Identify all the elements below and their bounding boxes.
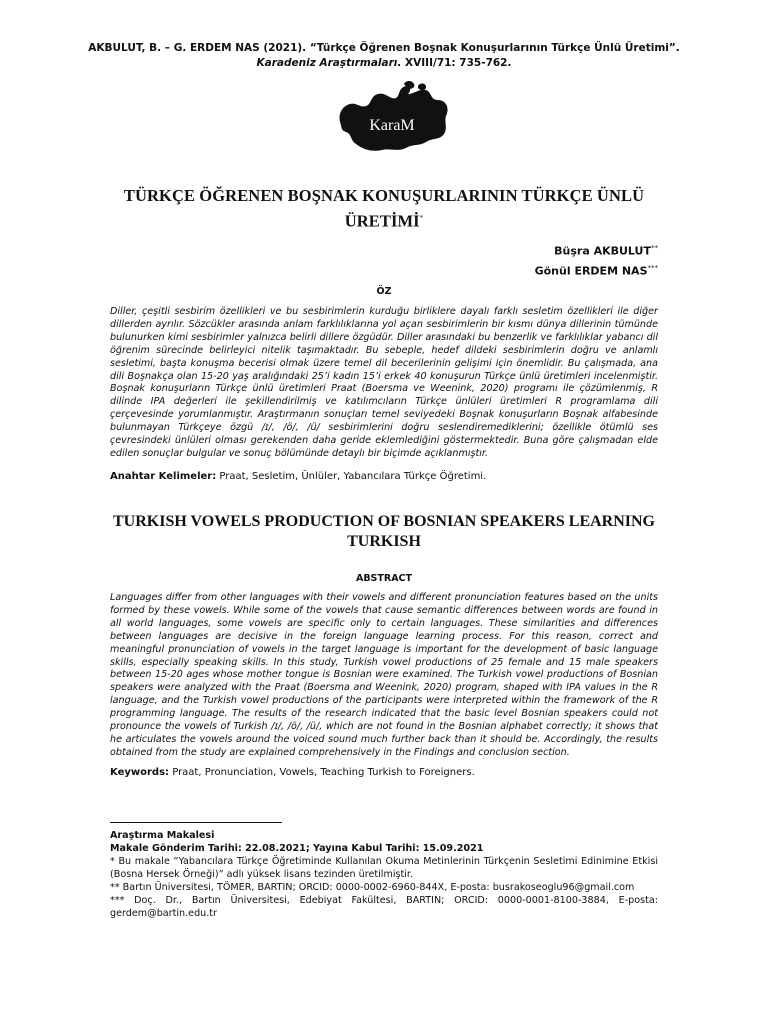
footnote-3: *** Doç. Dr., Bartın Üniversitesi, Edebiyat Fakültesi, BARTIN; ORCID: 0000-0001-8100-3884, E-posta: gerdem@bartin.edu.tr xyxy=(110,895,658,919)
author-name: Büşra AKBULUT xyxy=(554,244,651,258)
logo-text: KaraM xyxy=(369,117,415,134)
keywords-en-text: Praat, Pronunciation, Vowels, Teaching Turkish to Foreigners. xyxy=(169,767,475,778)
submission-dates: Makale Gönderim Tarihi: 22.08.2021; Yayına Kabul Tarihi: 15.09.2021 xyxy=(110,843,484,854)
author-footnote-mark: *** xyxy=(647,263,658,272)
author-name: Gönül ERDEM NAS xyxy=(534,264,648,278)
keywords-turkish xyxy=(110,470,658,484)
footnote-1: * Bu makale “Yabancılara Türkçe Öğretiminde Kullanılan Okuma Metinlerinin Türkçenin Sesletimi Edinimine Etkisi (Bosna Hersek Örneği)” adlı yüksek lisans tezinden üretilmiştir. xyxy=(110,856,658,880)
author-1 xyxy=(358,240,658,260)
keywords-english xyxy=(110,766,658,780)
karam-logo xyxy=(334,78,452,156)
article-title-english: TURKISH VOWELS PRODUCTION OF BOSNIAN SPEAKERS LEARNING TURKISH xyxy=(113,513,655,550)
author-list xyxy=(358,240,658,279)
keywords-tr-text: Praat, Sesletim, Ünlüler, Yabancılara Türkçe Öğretimi. xyxy=(216,471,487,482)
article-title-turkish xyxy=(110,184,658,233)
author-footnote-mark: ** xyxy=(651,244,658,252)
black-sea-map-logo-icon xyxy=(334,78,452,156)
keywords-en-label: Keywords: xyxy=(110,767,170,778)
journal-name: Karadeniz Araştırmaları. xyxy=(256,57,402,69)
title-tr-text: TÜRKÇE ÖĞRENEN BOŞNAK KONUŞURLARININ TÜRKÇE ÜNLÜ ÜRETİMİ xyxy=(123,186,645,231)
journal-issue: XVIII/71: 735-762. xyxy=(401,57,512,69)
footnote-2: ** Bartın Üniversitesi, TÖMER, BARTIN; ORCID: 0000-0002-6960-844X, E-posta: busrakoseoglu96@gmail.com xyxy=(110,882,635,893)
oz-heading: ÖZ xyxy=(376,286,392,297)
article-type: Araştırma Makalesi xyxy=(110,830,215,841)
footnotes xyxy=(110,829,658,920)
abstract-heading: ABSTRACT xyxy=(355,573,413,584)
oz-body: Diller, çeşitli sesbirim özellikleri ve bu sesbirimlerin kurduğu birliklere dayalı farklı sesletim özellikleri ile diğer dillerden ayrılır. Sözcükler arasında anlam farklılıklarına yol açan sesbirimlerin bir kısmı dünya dillerinin tümünde bulunurken kimi sesbirimler yalnızca belirli dillere özgüdür. Diller arasındaki bu benzerlik ve farklılıklar yabancı dil öğrenim sürecinde belirleyici nitelik taşımaktadır. Bu sebeple, hedef dildeki sesbirimlerin doğru ve anlamlı sesletimi, başta konuşma becerisi olmak üzere temel dil becerilerinin gelişimi için önemlidir. Bu çalışmada, ana dili Boşnakça olan 15-20 yaş aralığındaki 25’i kadın 15’i erkek 40 konuşurun Türkçe ünlü üretimleri incelenmiştir. Boşnak konuşurların Türkçe ünlü üretimleri Praat (Boersma ve Weenink, 2020) programı ile çözümlenmiş, R dilinde IPA değerleri ile şekillendirilmiş ve katılımcıların Türkçe ünlüleri üretimleri R programlama dili çerçevesinde yorumlanmıştır. Araştırmanın sonuçları temel seviyedeki Boşnak konuşurların Boşnak alfabesinde bulunmayan Türkçeye özgü /ɪ/, /ö/, /ü/ sesbirimlerini doğru seslendiremediklerini; özellikle ötümlü ses çevresindeki ünlüleri olması gerekenden daha geride eklemlediğini göstermektedir. Buna göre çalışmadan elde edilen sonuçlar bulgular ve sonuç bölümünde detaylı bir biçimde açıklanmıştır. xyxy=(110,306,658,459)
keywords-tr-label: Anahtar Kelimeler: xyxy=(110,471,217,482)
title-footnote-mark: * xyxy=(419,214,424,222)
abstract-body: Languages differ from other languages with their vowels and different pronunciation features based on the units formed by these vowels. While some of the vowels that cause semantic differences between words are found in all world languages, some vowels are specific only to certain languages. These similarities and differences between languages are decisive in the foreign language learning process. For this reason, correct and meaningful pronunciation of vowels in the target language is important for the development of basic language skills, especially speaking skills. In this study, Turkish vowel productions of 25 female and 15 male speakers between 15-20 ages whose mother tongue is Bosnian were examined. The Turkish vowel productions of Bosnian speakers were analyzed with the Praat (Boersma and Weenink, 2020) program, shaped with IPA values in the R language, and the Turkish vowel productions of the participants were interpreted within the framework of the R programming language. The results of the research indicated that the basic level Bosnian speakers could not pronounce the vowels of Turkish /ɪ/, /ö/, /ü/, which are not found in the Bosnian alphabet correctly; it shows that he articulates the vowels around the voiced sound much further back than it should be. Accordingly, the results obtained from the study are explained comprehensively in the Findings and conclusion section. xyxy=(110,592,658,758)
citation-journal-line xyxy=(80,56,688,71)
footnote-separator xyxy=(110,822,282,823)
citation-header xyxy=(80,41,688,71)
citation-line: AKBULUT, B. – G. ERDEM NAS (2021). “Türkçe Öğrenen Boşnak Konuşurlarının Türkçe Ünlü Üretimi”. xyxy=(88,42,680,54)
author-2 xyxy=(358,260,658,280)
